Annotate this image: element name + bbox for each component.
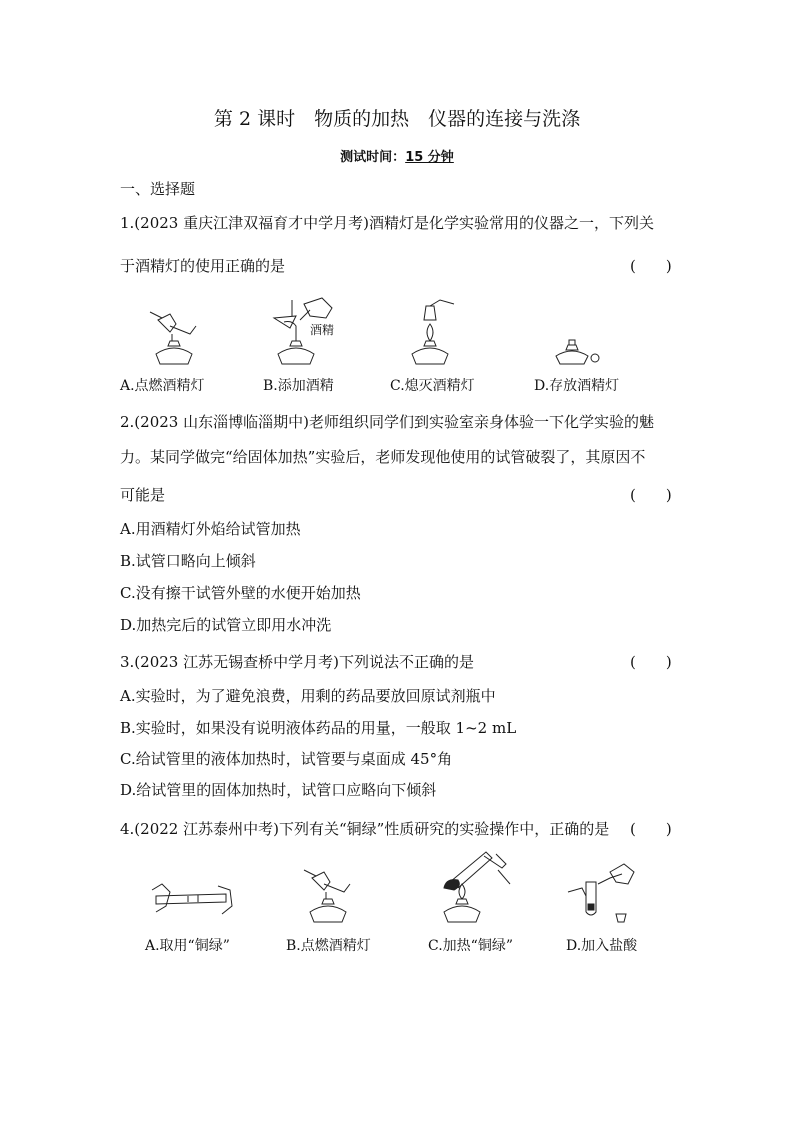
test-time [0,146,794,165]
q1-figure-d [552,334,602,366]
q3-option-a: A.实验时，为了避免浪费，用剩的药品要放回原试剂瓶中 [120,687,496,705]
q2-option-d: D.加热完后的试管立即用水冲洗 [120,616,332,634]
q4-caption-d: D.加入盐酸 [566,938,638,954]
q1-figure-a [148,308,208,366]
test-time-label: 测试时间： [340,150,406,165]
q4-stem: 4.(2022 江苏泰州中考)下列有关“铜绿”性质研究的实验操作中，正确的是 [120,820,610,838]
q4-figure-c [436,848,516,924]
q3-answer-bracket: ( ) [630,653,672,671]
test-time-value: 15 分钟 [405,150,454,165]
q4-figure-d [566,862,642,926]
q1-caption-a: A.点燃酒精灯 [120,378,205,394]
q3-option-d: D.给试管里的固体加热时，试管口应略向下倾斜 [120,781,437,799]
q1-caption-d: D.存放酒精灯 [534,378,620,394]
q1-figure-b-label: 酒精 [310,323,335,337]
q1-caption-b: B.添加酒精 [263,378,334,394]
q4-caption-c: C.加热“铜绿” [428,938,513,954]
q2-option-c: C.没有擦干试管外壁的水便开始加热 [120,584,361,602]
q1-stem-line2: 于酒精灯的使用正确的是 [120,257,286,275]
q2-answer-bracket: ( ) [630,486,672,504]
q3-stem: 3.(2023 江苏无锡查桥中学月考)下列说法不正确的是 [120,653,474,671]
q1-answer-bracket: ( ) [630,257,672,275]
q3-option-b: B.实验时，如果没有说明液体药品的用量，一般取 1~2 mL [120,719,517,737]
page-title: 第 2 课时 物质的加热 仪器的连接与洗涤 [213,108,581,130]
q4-caption-b: B.点燃酒精灯 [286,938,371,954]
q1-figure-c [404,296,460,366]
q2-stem-line3: 可能是 [120,486,166,504]
q3-option-c: C.给试管里的液体加热时，试管要与桌面成 45°角 [120,750,453,768]
q1-figure-b [270,296,350,366]
q2-option-a: A.用酒精灯外焰给试管加热 [120,520,301,538]
q1-stem-line1: 1.(2023 重庆江津双福育才中学月考)酒精灯是化学实验常用的仪器之一，下列关 [120,214,654,232]
q2-option-b: B.试管口略向上倾斜 [120,552,256,570]
q4-caption-a: A.取用“铜绿” [145,938,230,954]
q4-answer-bracket: ( ) [630,820,672,838]
section-heading: 一、选择题 [120,180,196,198]
q2-stem-line1: 2.(2023 山东淄博临淄期中)老师组织同学们到实验室亲身体验一下化学实验的魅 [120,413,654,431]
q4-figure-a [148,876,234,918]
q1-caption-c: C.熄灭酒精灯 [390,378,475,394]
q2-stem-line2: 力。某同学做完“给固体加热”实验后，老师发现他使用的试管破裂了，其原因不 [120,448,646,466]
q4-figure-b [302,866,362,924]
